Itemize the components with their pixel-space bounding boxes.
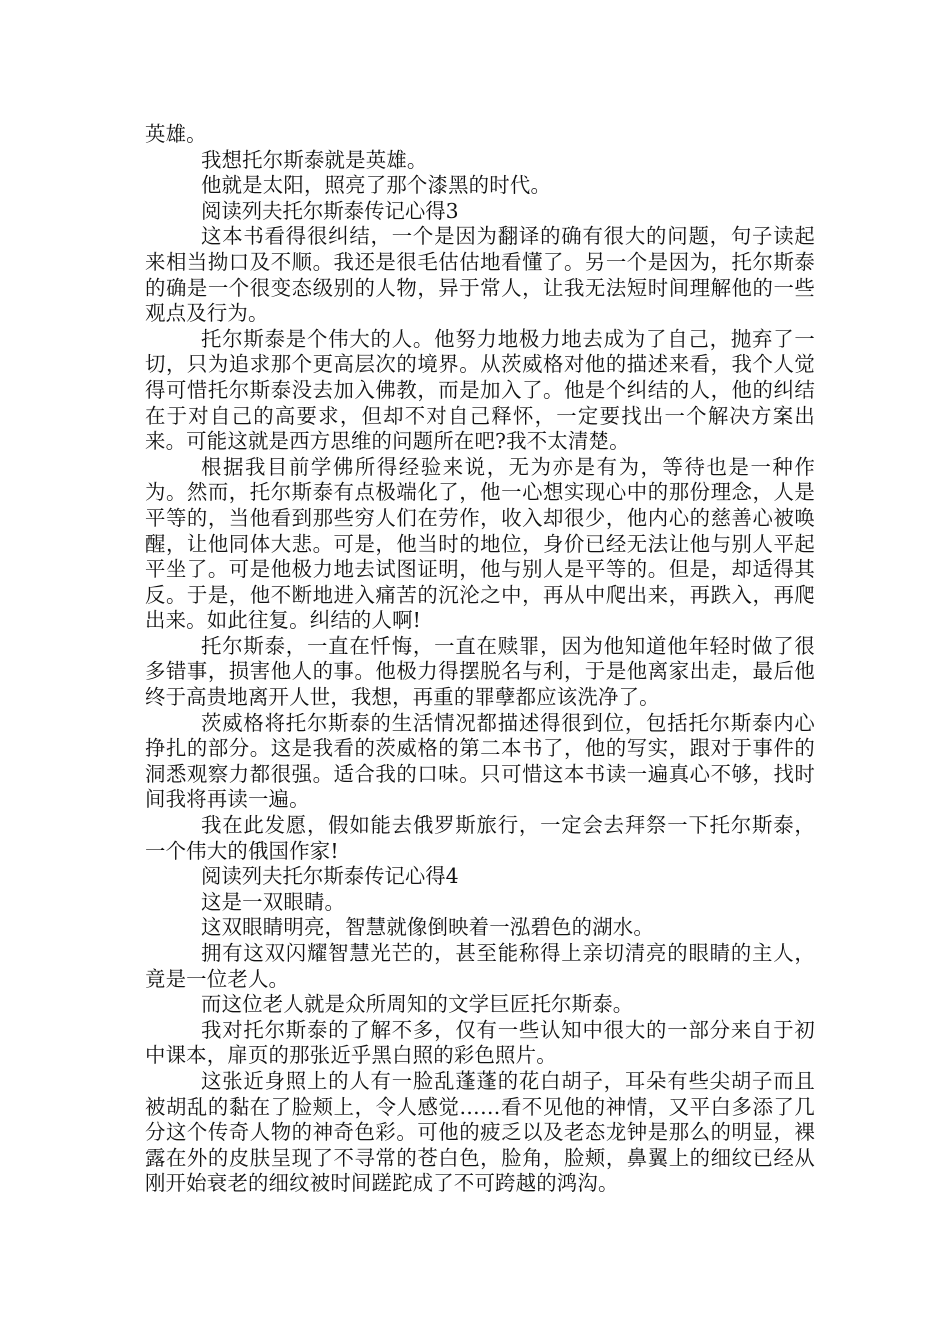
document-body	[145, 122, 815, 1197]
paragraph: 他就是太阳，照亮了那个漆黑的时代。	[201, 173, 552, 198]
paragraph: 这本书看得很纠结，一个是因为翻译的确有很大的问题，句子读起来相当拗口及不顺。我还是很毛估估地看懂了。另一个是因为，托尔斯泰的确是一个很变态级别的人物，异于常人，让我无法短时间理解他的一些观点及行为。	[145, 224, 815, 326]
paragraph: 托尔斯泰是个伟大的人。他努力地极力地去成为了自己，抛弃了一切，只为追求那个更高层次的境界。从茨威格对他的描述来看，我个人觉得可惜托尔斯泰没去加入佛教，而是加入了。他是个纠结的人，他的纠结在于对自己的高要求，但却不对自己释怀，一定要找出一个解决方案出来。可能这就是西方思维的问题所在吧?我不太清楚。	[145, 326, 815, 454]
paragraph: 英雄。	[145, 122, 207, 146]
section-heading: 阅读列夫托尔斯泰传记心得4	[201, 864, 459, 889]
paragraph: 我想托尔斯泰就是英雄。	[201, 147, 428, 172]
paragraph: 这张近身照上的人有一脸乱蓬蓬的花白胡子，耳朵有些尖胡子而且被胡乱的黏在了脸颊上，令人感觉……看不见他的神情，又平白多添了几分这个传奇人物的神奇色彩。可他的疲乏以及老态龙钟是那么的明显，裸露在外的皮肤呈现了不寻常的苍白色，脸角，脸颊，鼻翼上的细纹已经从刚开始衰老的细纹被时间蹉跎成了不可跨越的鸿沟。	[145, 1068, 815, 1196]
paragraph: 托尔斯泰，一直在忏悔，一直在赎罪，因为他知道他年轻时做了很多错事，损害他人的事。他极力得摆脱名与利，于是他离家出走，最后他终于高贵地离开人世，我想，再重的罪孽都应该洗净了。	[145, 633, 815, 710]
paragraph: 而这位老人就是众所周知的文学巨匠托尔斯泰。	[201, 992, 634, 1017]
paragraph: 我在此发愿，假如能去俄罗斯旅行，一定会去拜祭一下托尔斯泰，一个伟大的俄国作家!	[145, 813, 815, 863]
paragraph: 我对托尔斯泰的了解不多，仅有一些认知中很大的一部分来自于初中课本，扉页的那张近乎黑白照的彩色照片。	[145, 1017, 815, 1068]
paragraph: 这是一双眼睛。	[201, 889, 346, 914]
paragraph: 根据我目前学佛所得经验来说，无为亦是有为，等待也是一种作为。然而，托尔斯泰有点极端化了，他一心想实现心中的那份理念，人是平等的，当他看到那些穷人们在劳作，收入却很少，他内心的慈善心被唤醒，让他同体大悲。可是，他当时的地位，身价已经无法让他与别人平起平坐了。可是他极力地去试图证明，他与别人是平等的。但是，却适得其反。于是，他不断地进入痛苦的沉沦之中，再从中爬出来，再跌入，再爬出来。如此往复。纠结的人啊!	[145, 454, 815, 633]
paragraph: 这双眼睛明亮，智慧就像倒映着一泓碧色的湖水。	[201, 915, 654, 940]
paragraph: 茨威格将托尔斯泰的生活情况都描述得很到位，包括托尔斯泰内心挣扎的部分。这是我看的茨威格的第二本书了，他的写实，跟对于事件的洞悉观察力都很强。适合我的口味。只可惜这本书读一遍真心不够，找时间我将再读一遍。	[145, 710, 815, 812]
section-heading: 阅读列夫托尔斯泰传记心得3	[201, 198, 459, 223]
paragraph: 拥有这双闪耀智慧光芒的，甚至能称得上亲切清亮的眼睛的主人，竟是一位老人。	[145, 941, 815, 991]
